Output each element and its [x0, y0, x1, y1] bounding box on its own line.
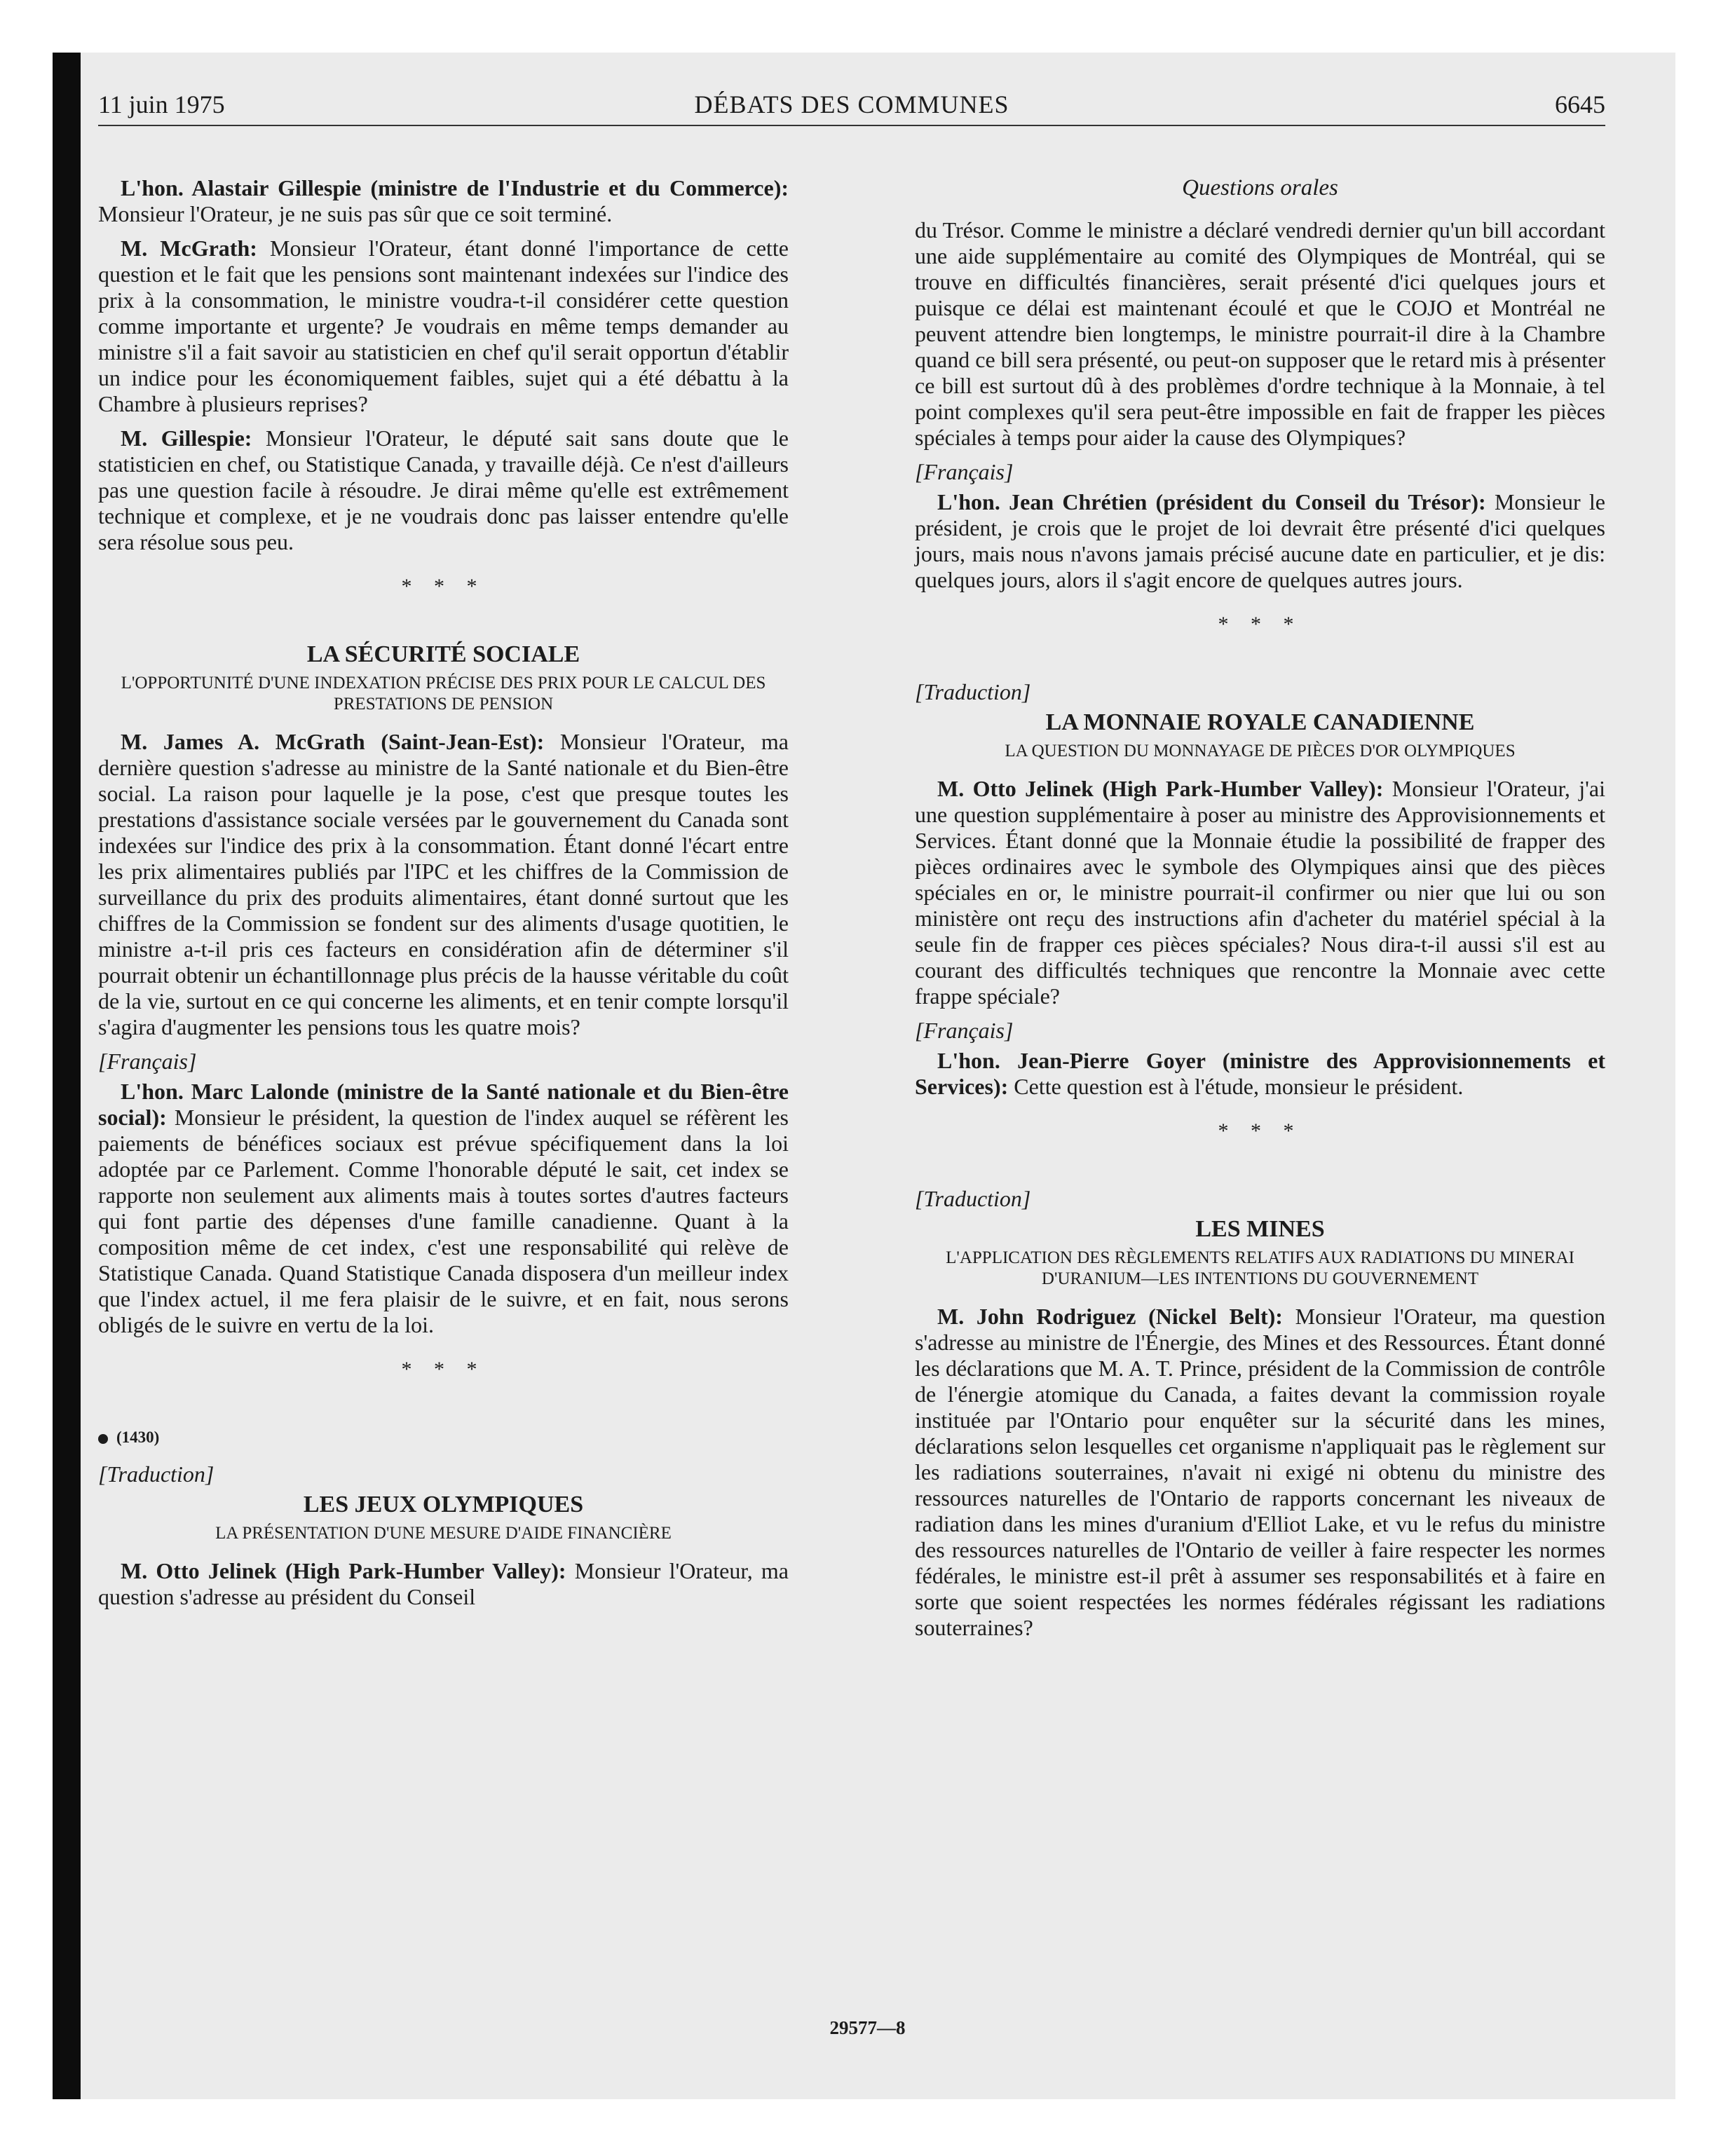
speaker: M. Otto Jelinek (High Park-Humber Valley): — [121, 1558, 566, 1583]
page-header — [98, 76, 1605, 126]
speaker: L'hon. Marc Lalonde (ministre de la Santé nationale et du Bien-être social): — [98, 1079, 789, 1130]
speech: Monsieur l'Orateur, ma question s'adresse au président du Conseil — [98, 1558, 789, 1609]
speech: Cette question est à l'étude, monsieur le président. — [1008, 1074, 1464, 1099]
header-date: 11 juin 1975 — [98, 90, 225, 118]
speech: Monsieur l'Orateur, j'ai une question supplémentaire à poser au ministre des Approvisionnements et Services. Étant donné que la Monnaie étudie la possibilité de frapper des pièces ordinaires avec le symbole des Olympiques ainsi que des pièces spéciales en or, le ministre pourrait-il confirmer ou nier que lui ou son ministère ont reçu des instructions afin d'acheter du matériel spécial à la seule fin de frapper ces pièces spéciales? Nous dira-t-il aussi s'il est au courant des difficultés techniques que rencontre la Monnaie avec cette frappe spéciale? — [915, 776, 1606, 1009]
paragraph — [98, 1079, 789, 1338]
language-note: [Traduction] — [915, 679, 1031, 704]
speaker: M. John Rodriguez (Nickel Belt): — [937, 1304, 1283, 1329]
paragraph — [98, 175, 789, 227]
speaker: M. Otto Jelinek (High Park-Humber Valley): — [937, 776, 1384, 801]
paragraph — [915, 776, 1605, 1009]
language-note: [Traduction] — [915, 1186, 1031, 1211]
section-heading: LES MINES — [1195, 1216, 1325, 1242]
paragraph — [915, 1048, 1605, 1100]
speaker: M. Gillespie: — [121, 425, 252, 451]
paragraph — [915, 1304, 1605, 1641]
speech: Monsieur l'Orateur, le député sait sans doute que le statisticien en chef, ou Statistique Canada, y travaille déjà. Ce n'est d'ailleurs pas une question facile à résoudre. Je dirai même qu'elle est extrêmement technique et complexe, et je ne voudrais donc pas laisser entendre qu'elle sera résolue sous peu. — [98, 425, 789, 554]
section-separator: * * * — [1218, 613, 1302, 636]
speech: Monsieur l'Orateur, étant donné l'importance de cette question et le fait que les pensions sont maintenant indexées sur l'indice des prix à la consommation, le ministre voudra-t-il considérer cette question comme importante et urgente? Je voudrais en même temps demander au ministre s'il a fait savoir au statisticien en chef qu'il serait opportun d'établir un indice pour les économiquement faibles, sujet qui a été débattu à la Chambre à plusieurs reprises? — [98, 236, 789, 416]
speech: Monsieur l'Orateur, ma question s'adresse au ministre de l'Énergie, des Mines et des Ressources. Étant donné les déclarations que M. A. T. Prince, président de la Commission de contrôle de l'énergie atomique du Canada, a faites devant la commission royale instituée par l'Ontario pour enquêter sur la sécurité dans les mines, déclarations selon lesquelles cet organisme n'appliquait pas le règlement sur les radiations souterraines, n'avait ni exigé ni obtenu du ministre des ressources naturelles de l'Ontario de rapports concernant les niveaux de radiation dans les mines d'uranium d'Elliot Lake, et vu le refus du ministre des ressources naturelles de l'Ontario de veiller à faire respecter les normes fédérales, le ministre est-il prêt à assumer ses responsabilités et à faire en sorte que soient respectées les normes fédérales régissant les radiations souterraines? — [915, 1304, 1605, 1640]
speaker: L'hon. Jean-Pierre Goyer (ministre des Approvisionnements et Services): — [915, 1048, 1605, 1099]
header-title: DÉBATS DES COMMUNES — [694, 90, 1009, 118]
section-subheading: L'OPPORTUNITÉ D'UNE INDEXATION PRÉCISE DES PRIX POUR LE CALCUL DES PRESTATIONS DE PENSION — [121, 674, 766, 714]
section-subheading: L'APPLICATION DES RÈGLEMENTS RELATIFS AUX RADIATIONS DU MINERAI D'URANIUM—LES INTENTIONS DU GOUVERNEMENT — [946, 1248, 1574, 1288]
section-subheading: LA QUESTION DU MONNAYAGE DE PIÈCES D'OR OLYMPIQUES — [1005, 742, 1516, 760]
speech: Monsieur le président, je crois que le projet de loi devrait être présenté d'ici quelques jours, mais nous n'avons jamais précisé aucune date en particulier, et je dis: quelques jours, alors il s'agit encore de quelques autres jours. — [915, 489, 1606, 592]
section-subheading: LA PRÉSENTATION D'UNE MESURE D'AIDE FINANCIÈRE — [215, 1524, 672, 1543]
left-column — [98, 175, 789, 1618]
language-note: [Français] — [98, 1049, 197, 1074]
speech: Monsieur l'Orateur, je ne suis pas sûr que ce soit terminé. — [98, 201, 613, 226]
section-separator: * * * — [1218, 1119, 1302, 1142]
paragraph — [915, 489, 1605, 593]
language-note: [Français] — [915, 459, 1014, 484]
header-page-number: 6645 — [1555, 90, 1605, 118]
right-column — [915, 217, 1605, 1649]
time-value: (1430) — [116, 1428, 160, 1446]
section-separator: * * * — [401, 575, 486, 598]
language-note: [Français] — [915, 1018, 1014, 1043]
speech: Monsieur l'Orateur, ma dernière question s'adresse au ministre de la Santé nationale et du Bien-être social. La raison pour laquelle je la pose, c'est que presque toutes les prestations d'assistance sociale versées par le gouvernement du Canada sont indexées sur l'indice des prix à la consommation. Étant donné l'écart entre les prix alimentaires publiés par l'IPC et les chiffres de la Commission de surveillance du prix des produits alimentaires, étant donné surtout que les chiffres de la Commission se fondent sur des aliments d'usage quotitien, le ministre a-t-il pris ces facteurs en considération afin de déterminer s'il pourrait obtenir un échantillonnage plus précis de la hausse véritable du coût de la vie, surtout en ce qui concerne les aliments, et en tenir compte lorsqu'il s'agira d'augmenter les pensions tous les quatre mois? — [98, 729, 789, 1039]
section-separator: * * * — [401, 1358, 486, 1381]
speaker: M. James A. McGrath (Saint-Jean-Est): — [121, 729, 545, 754]
running-head: Questions orales — [1182, 175, 1338, 200]
speech: Monsieur le président, la question de l'index auquel se réfèrent les paiements de bénéfices sociaux est prévue spécifiquement dans la loi adoptée par ce Parlement. Comme l'honorable député le sait, cet index se rapporte non seulement aux aliments mais à toutes sortes d'autres facteurs qui font partie des dépenses d'une famille canadienne. Quant à la composition même de cet index, c'est une responsabilité qui relève de Statistique Canada. Quand Statistique Canada disposera d'un meilleur index que l'index actuel, il me fera plaisir de le suivre, et en fait, nous serons obligés de le suivre en vertu de la loi. — [98, 1105, 789, 1337]
speaker: L'hon. Alastair Gillespie (ministre de l'Industrie et du Commerce): — [121, 175, 789, 200]
speaker: L'hon. Jean Chrétien (président du Conseil du Trésor): — [937, 489, 1486, 514]
language-note: [Traduction] — [98, 1461, 215, 1487]
time-marker — [98, 1424, 789, 1450]
section-heading: LES JEUX OLYMPIQUES — [303, 1492, 584, 1517]
section-heading: LA SÉCURITÉ SOCIALE — [306, 641, 580, 667]
scan-edge-bar — [53, 53, 81, 2099]
bullet-icon — [98, 1434, 108, 1444]
paragraph — [98, 1558, 789, 1610]
paragraph — [915, 217, 1605, 451]
speech: du Trésor. Comme le ministre a déclaré vendredi dernier qu'un bill accordant une aide supplémentaire au comité des Olympiques de Montréal, qui se trouve en difficultés financières, serait présenté d'ici quelques jours et puisque ce délai est maintenant écoulé et que le COJO et Montréal ne peuvent attendre bien longtemps, le ministre pourrait-il dire à la Chambre quand ce bill sera présenté, ou peut-on supposer que le retard mis à présenter ce bill est surtout dû à des problèmes d'ordre technique à la Monnaie, à tel point complexes qu'il sera peut-être impossible en fait de frapper les pièces spéciales à temps pour aider la cause des Olympiques? — [915, 217, 1605, 450]
paragraph — [98, 729, 789, 1040]
section-heading: LA MONNAIE ROYALE CANADIENNE — [1045, 709, 1475, 735]
page-footer: 29577—8 — [829, 2017, 906, 2038]
speaker: M. McGrath: — [121, 236, 257, 261]
paragraph — [98, 425, 789, 555]
paragraph — [98, 236, 789, 417]
